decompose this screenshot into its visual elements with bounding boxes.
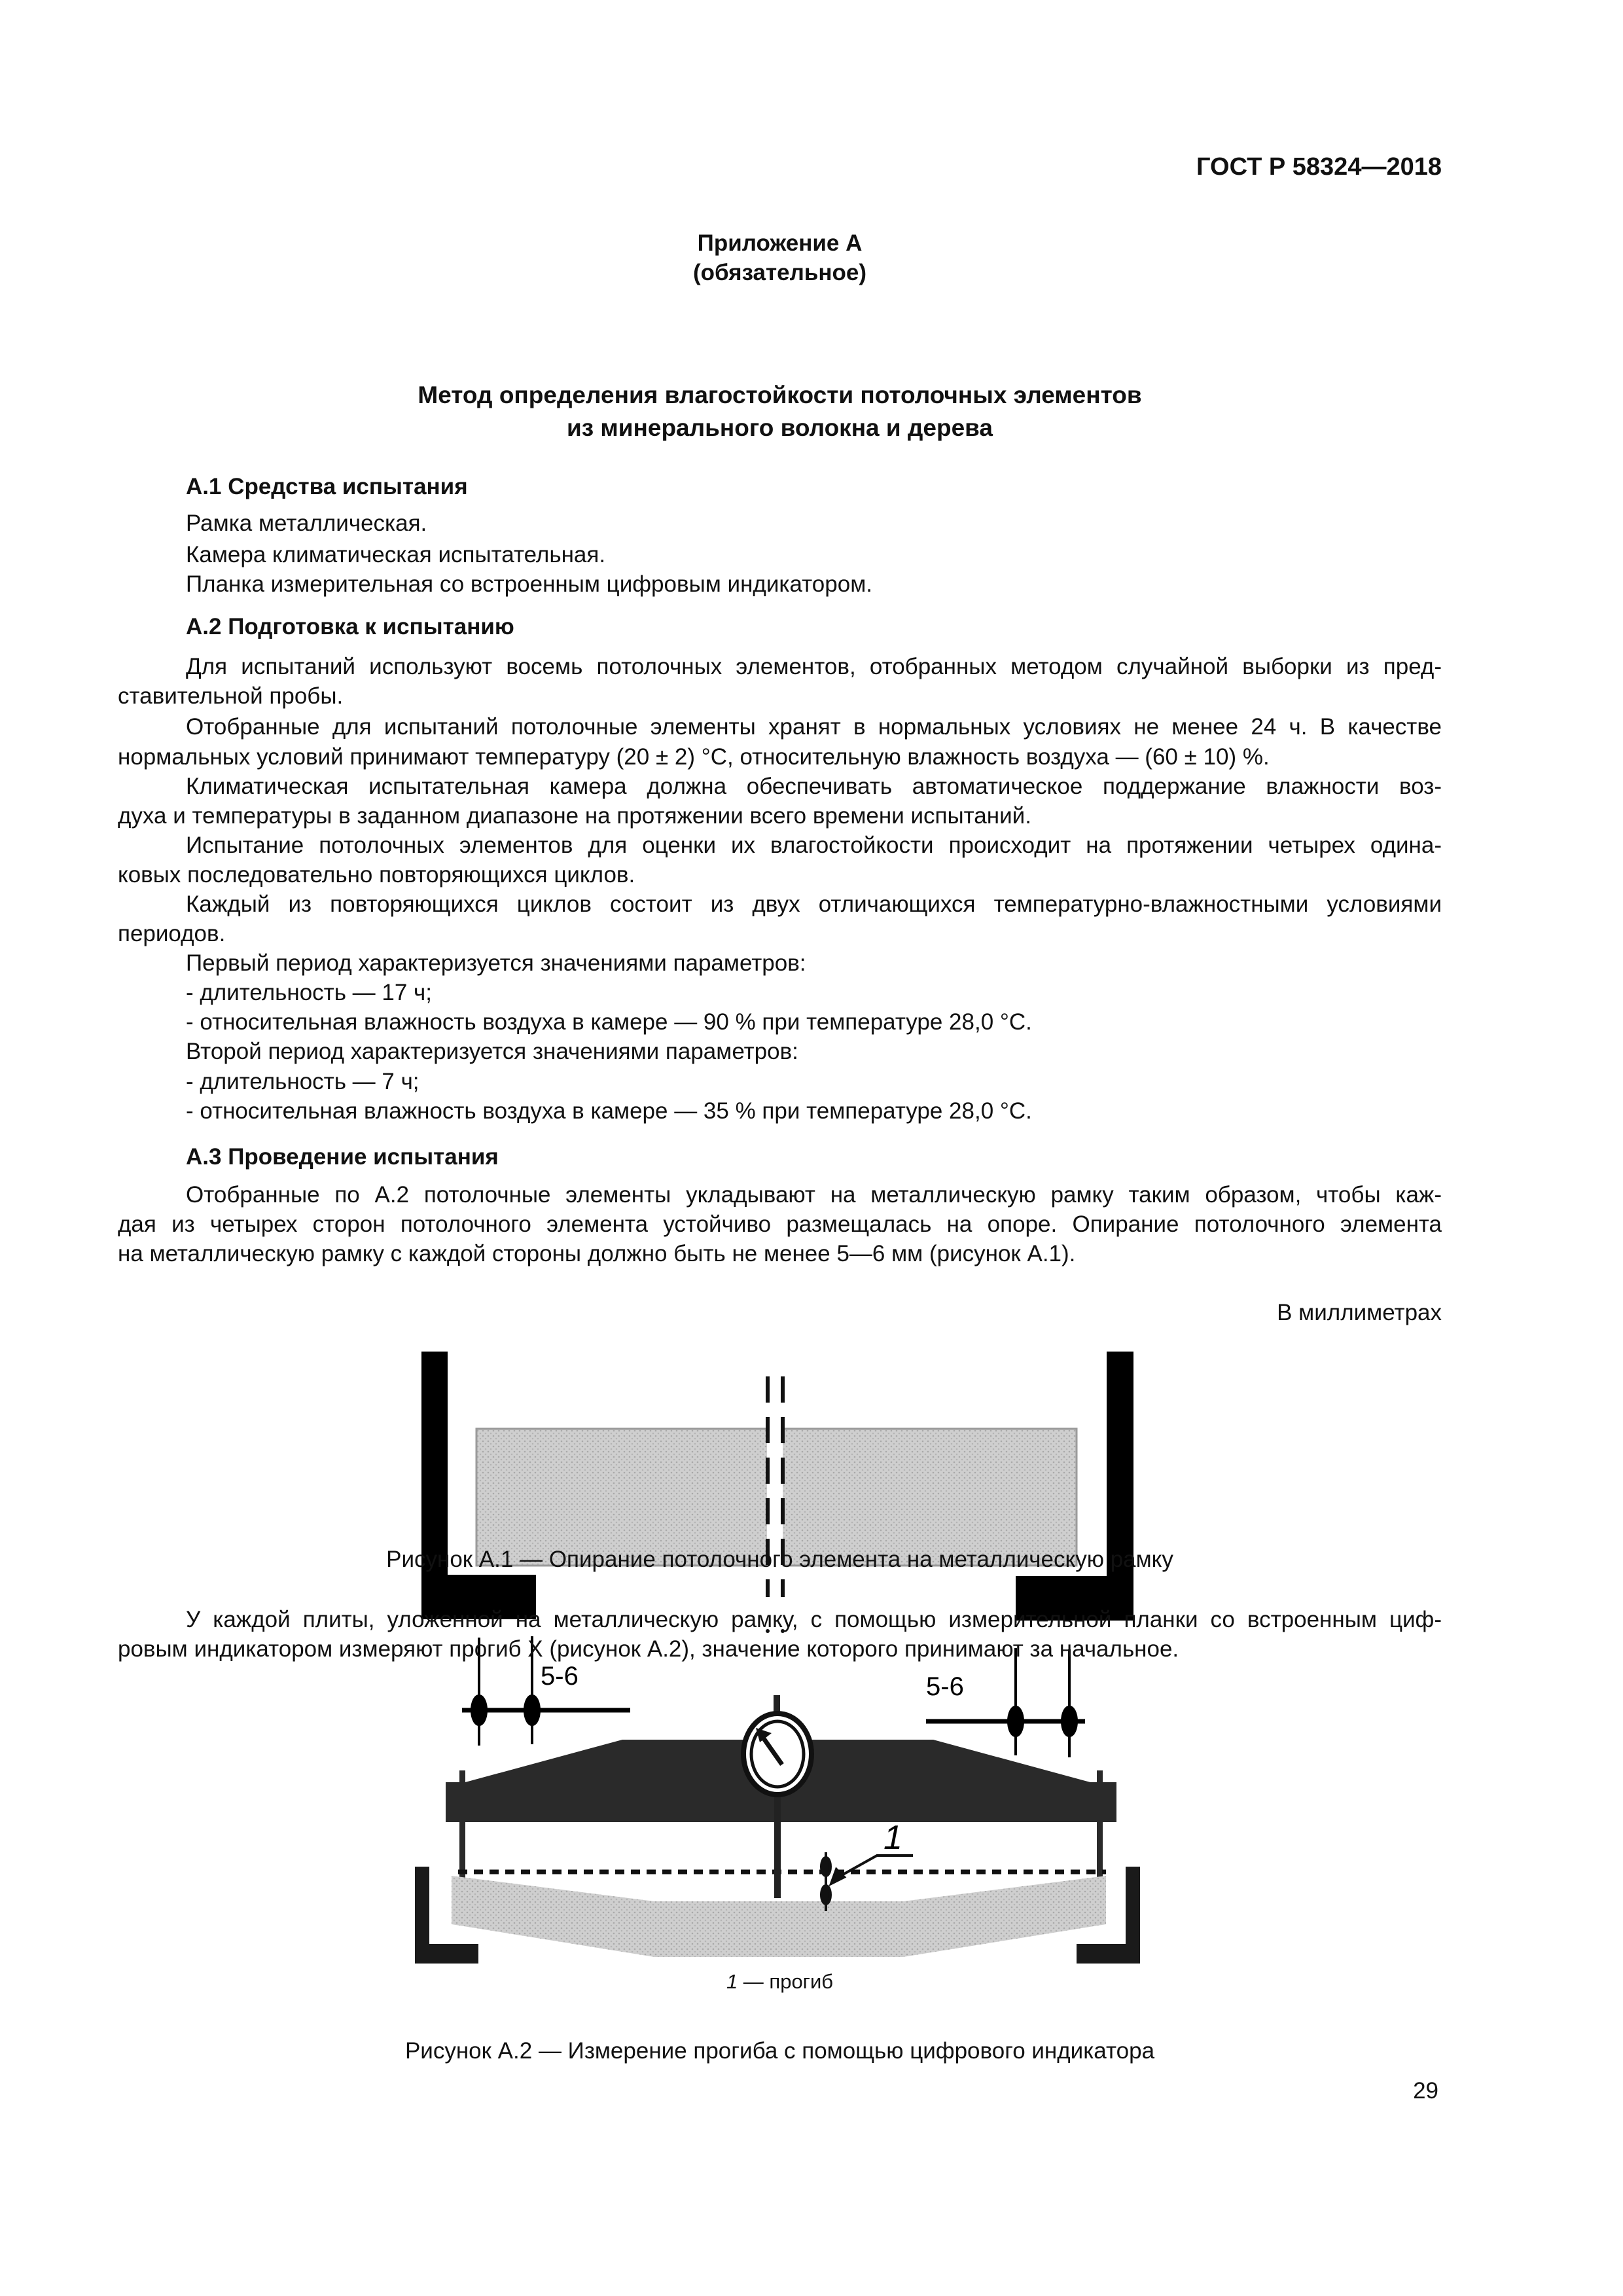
dim-label-left: 5-6 bbox=[541, 1662, 579, 1691]
list-item: Планка измерительная со встроенным цифровым индикатором. bbox=[186, 571, 872, 597]
text-line: Второй период характеризуется значениями параметров: bbox=[186, 1039, 798, 1064]
text-line: Каждый из повторяющихся циклов состоит из двух отличающихся температурно-влажностными условиями bbox=[186, 891, 1442, 917]
page-number: 29 bbox=[1413, 2078, 1438, 2104]
figure-a2-caption: Рисунок А.2 — Измерение прогиба с помощью цифрового индикатора bbox=[404, 2038, 1155, 2064]
text-line: Для испытаний используют восемь потолочных элементов, отобранных методом случайной выборки из пред- bbox=[186, 654, 1442, 679]
dim-label-right: 5-6 bbox=[926, 1672, 964, 1701]
page-title-line2: из минерального волокна и дерева bbox=[566, 414, 993, 441]
text-line: ровым индикатором измеряют прогиб X (рисунок А.2), значение которого принимают за начальное. bbox=[118, 1636, 1179, 1662]
dial-indicator-icon bbox=[741, 1711, 814, 1797]
legend-text: — прогиб bbox=[738, 1970, 834, 1993]
text-line: Отобранные по А.2 потолочные элементы укладывают на металлическую рамку таким образом, чтобы каж- bbox=[186, 1182, 1442, 1208]
list-item: - длительность — 7 ч; bbox=[186, 1069, 419, 1094]
section-a1-heading: А.1 Средства испытания bbox=[186, 474, 468, 499]
text-line: периодов. bbox=[118, 921, 226, 946]
text-line: Первый период характеризуется значениями параметров: bbox=[186, 950, 806, 976]
text-line: духа и температуры в заданном диапазоне на протяжении всего времени испытаний. bbox=[118, 803, 1031, 829]
list-item: - длительность — 17 ч; bbox=[186, 980, 432, 1005]
appendix-status: (обязательное) bbox=[692, 260, 866, 285]
section-a3-heading: А.3 Проведение испытания bbox=[186, 1144, 499, 1170]
figure-a1-caption: Рисунок А.1 — Опирание потолочного элемента на металлическую рамку bbox=[386, 1547, 1173, 1572]
text-line: У каждой плиты, уложенной на металлическую рамку, с помощью измерительной планки со встроенным циф- bbox=[186, 1607, 1442, 1632]
figure-a2-legend bbox=[118, 1967, 1442, 1997]
units-note: В миллиметрах bbox=[1277, 1300, 1442, 1325]
callout-label: 1 bbox=[883, 1819, 902, 1857]
list-item: - относительная влажность воздуха в камере — 90 % при температуре 28,0 °С. bbox=[186, 1009, 1032, 1035]
text-line: нормальных условий принимают температуру (20 ± 2) °С, относительную влажность воздуха — (60 ± 10) %. bbox=[118, 744, 1270, 770]
document-id: ГОСТ Р 58324—2018 bbox=[1196, 153, 1442, 181]
list-item: Рамка металлическая. bbox=[186, 511, 427, 536]
text-line: дая из четырех сторон потолочного элемента устойчиво размещалась на опоре. Опирание потолочного элемента bbox=[118, 1211, 1442, 1237]
list-item: - относительная влажность воздуха в камере — 35 % при температуре 28,0 °С. bbox=[186, 1098, 1032, 1124]
figure-a2-drawing bbox=[415, 1695, 1140, 1964]
appendix-title: Приложение А bbox=[697, 230, 863, 256]
dimension-right bbox=[926, 1648, 1085, 1757]
page-title-line1: Метод определения влагостойкости потолочных элементов bbox=[418, 382, 1142, 408]
legend-number: 1 bbox=[726, 1970, 738, 1993]
section-a2-heading: А.2 Подготовка к испытанию bbox=[186, 614, 514, 639]
list-item: Камера климатическая испытательная. bbox=[186, 542, 606, 567]
text-line: Отобранные для испытаний потолочные элементы хранят в нормальных условиях не менее 24 ч. В качестве bbox=[186, 714, 1442, 740]
text-line: Климатическая испытательная камера должна обеспечивать автоматическое поддержание влажности воз- bbox=[186, 774, 1442, 799]
text-line: Испытание потолочных элементов для оценки их влагостойкости происходит на протяжении четырех одина- bbox=[186, 833, 1442, 858]
text-line: ставительной пробы. bbox=[118, 683, 344, 709]
text-line: ковых последовательно повторяющихся циклов. bbox=[118, 862, 635, 888]
text-line: на металлическую рамку с каждой стороны должно быть не менее 5—6 мм (рисунок А.1). bbox=[118, 1241, 1076, 1266]
